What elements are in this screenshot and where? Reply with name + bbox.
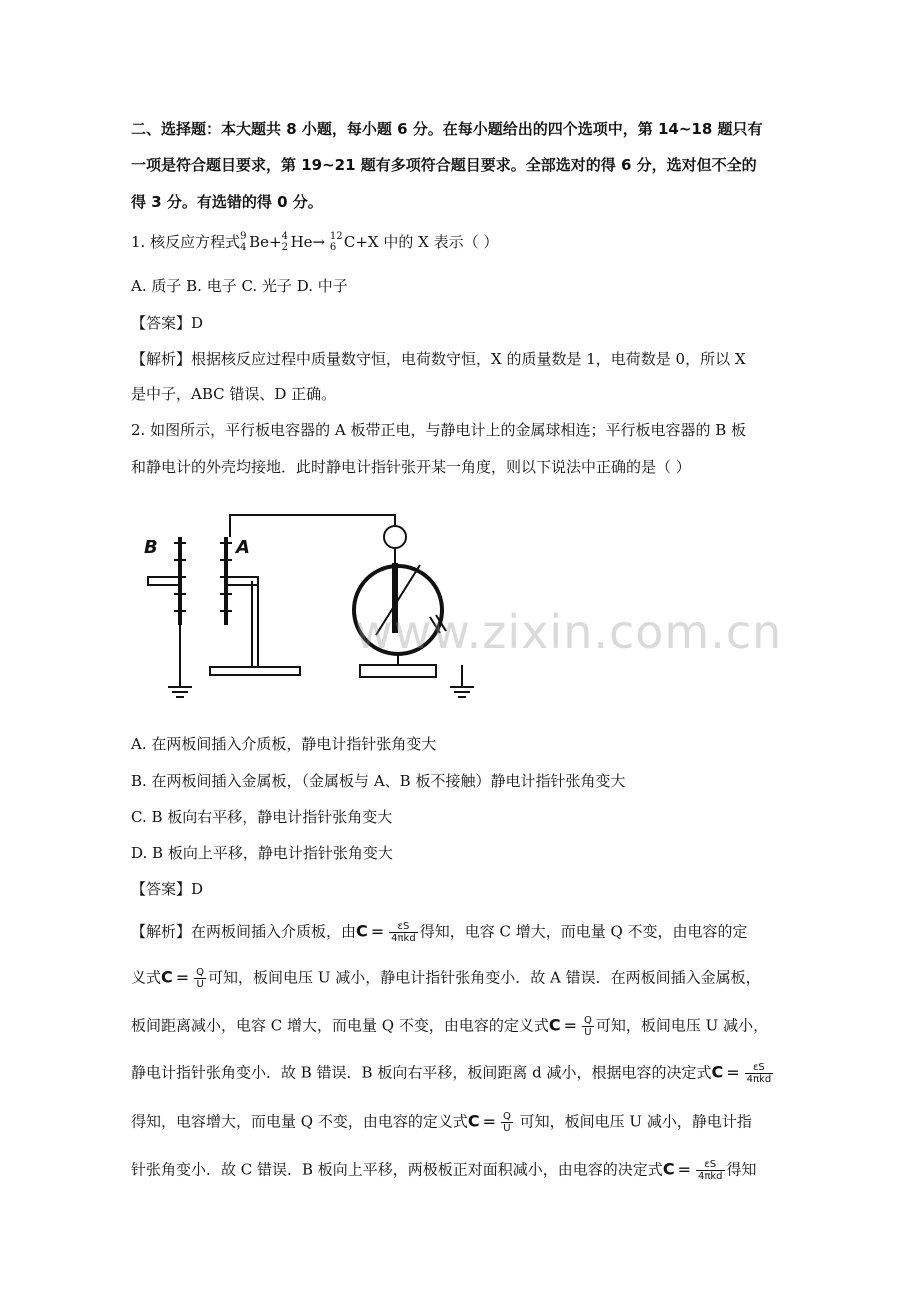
capacitance-formula: $\frac{\varepsilon S}{\text{4πkd}}$	[697, 1159, 723, 1182]
section-heading-line-1: 二、选择题：本大题共 8 小题，每小题 6 分。在每小题给出的四个选项中，第 14~18 题只有	[131, 120, 763, 138]
q1-analysis-line-1: 【解析】根据核反应过程中质量数守恒，电荷数守恒，X 的质量数是 1，电荷数是 0，所以 X	[131, 350, 746, 368]
connecting-wire	[230, 515, 395, 537]
q2-analysis-line-6: 针张角变小．故 C 错误．B 板向上平移，两极板正对面积减小，由电容的决定式C = $\frac{\varepsilon S}{\text{4πkd}}$ 得知	[131, 1159, 757, 1182]
q2-option-c: C. B 板向右平移，静电计指针张角变大	[131, 808, 393, 826]
capacitance-formula: $\frac{\varepsilon S}{\text{4πkd}}$	[746, 1062, 772, 1085]
electrometer-base	[360, 665, 436, 677]
c-symbol: C+X 中的 X 表示（ ）	[343, 233, 499, 251]
q2-option-d: D. B 板向上平移，静电计指针张角变大	[131, 844, 393, 862]
metal-ball	[384, 526, 406, 548]
watermark: www.zixin.com.cn	[355, 605, 783, 659]
q2-option-a: A. 在两板间插入介质板，静电计指针张角变大	[131, 735, 437, 753]
label-a: A	[236, 537, 250, 558]
plate-b-handle	[148, 577, 180, 585]
q2-analysis-line-4: 静电计指针张角变小．故 B 错误．B 板向右平移，板间距离 d 减小，根据电容的决定式C = $\frac{\varepsilon S}{\text{4πkd}}$	[131, 1062, 772, 1085]
q1-stem	[131, 232, 498, 254]
label-b: B	[144, 537, 158, 558]
c-nuclide: 12 6	[329, 231, 343, 253]
q2-stem-line-1: 2. 如图所示，平行板电容器的 A 板带正电，与静电计上的金属球相连；平行板电容器的 B 板	[131, 421, 747, 439]
he-symbol: He→	[290, 233, 330, 251]
capacitance-formula: $\frac{\varepsilon S}{\text{4πkd}}$	[391, 921, 416, 944]
q2-analysis-line-2: 义式C = $\frac{Q}{U}$ 可知，板间电压 U 减小，静电计指针张角变小．故 A 错误．在两板间插入金属板，	[131, 967, 761, 990]
q2-answer: 【答案】D	[131, 880, 204, 898]
section-heading-line-2: 一项是符合题目要求，第 19~21 题有多项符合题目要求。全部选对的得 6 分，选对但不全的	[131, 156, 757, 174]
section-heading-line-3: 得 3 分。有选错的得 0 分。	[131, 193, 323, 211]
q2-analysis-line-3: 板间距离减小，电容 C 增大，而电量 Q 不变，由电容的定义式C = $\frac{Q}{U}$ 可知，板间电压 U 减小，	[131, 1015, 769, 1038]
q1-analysis-line-2: 是中子，ABC 错误、D 正确。	[131, 385, 337, 403]
q1-answer: 【答案】D	[131, 314, 204, 332]
he-nuclide: 4 2	[281, 231, 288, 253]
q1-prefix: 1. 核反应方程式	[131, 233, 241, 251]
plate-a-base	[210, 667, 300, 675]
definition-formula: $\frac{Q}{U}$	[503, 1111, 511, 1134]
q2-stem-line-2: 和静电计的外壳均接地．此时静电计指针张开某一角度，则以下说法中正确的是（ ）	[131, 458, 691, 476]
be-symbol: Be+	[249, 233, 282, 251]
definition-formula: $\frac{Q}{U}$	[196, 967, 205, 990]
q1-options: A. 质子 B. 电子 C. 光子 D. 中子	[131, 277, 348, 295]
q2-analysis-line-1: 【解析】在两板间插入介质板，由C = $\frac{\varepsilon S}{\text{4πkd}}$ 得知，电容 C 增大，而电量 Q 不变，由电容的定	[131, 921, 748, 944]
be-nuclide: 9 4	[240, 231, 247, 253]
q2-analysis-line-5: 得知，电容增大，而电量 Q 不变，由电容的定义式C = $\frac{Q}{U}$ 可知，板间电压 U 减小，静电计指	[131, 1111, 752, 1134]
definition-formula: $\frac{Q}{U}$	[584, 1015, 592, 1038]
q2-option-b: B. 在两板间插入金属板，（金属板与 A、B 板不接触）静电计指针张角变大	[131, 772, 626, 790]
